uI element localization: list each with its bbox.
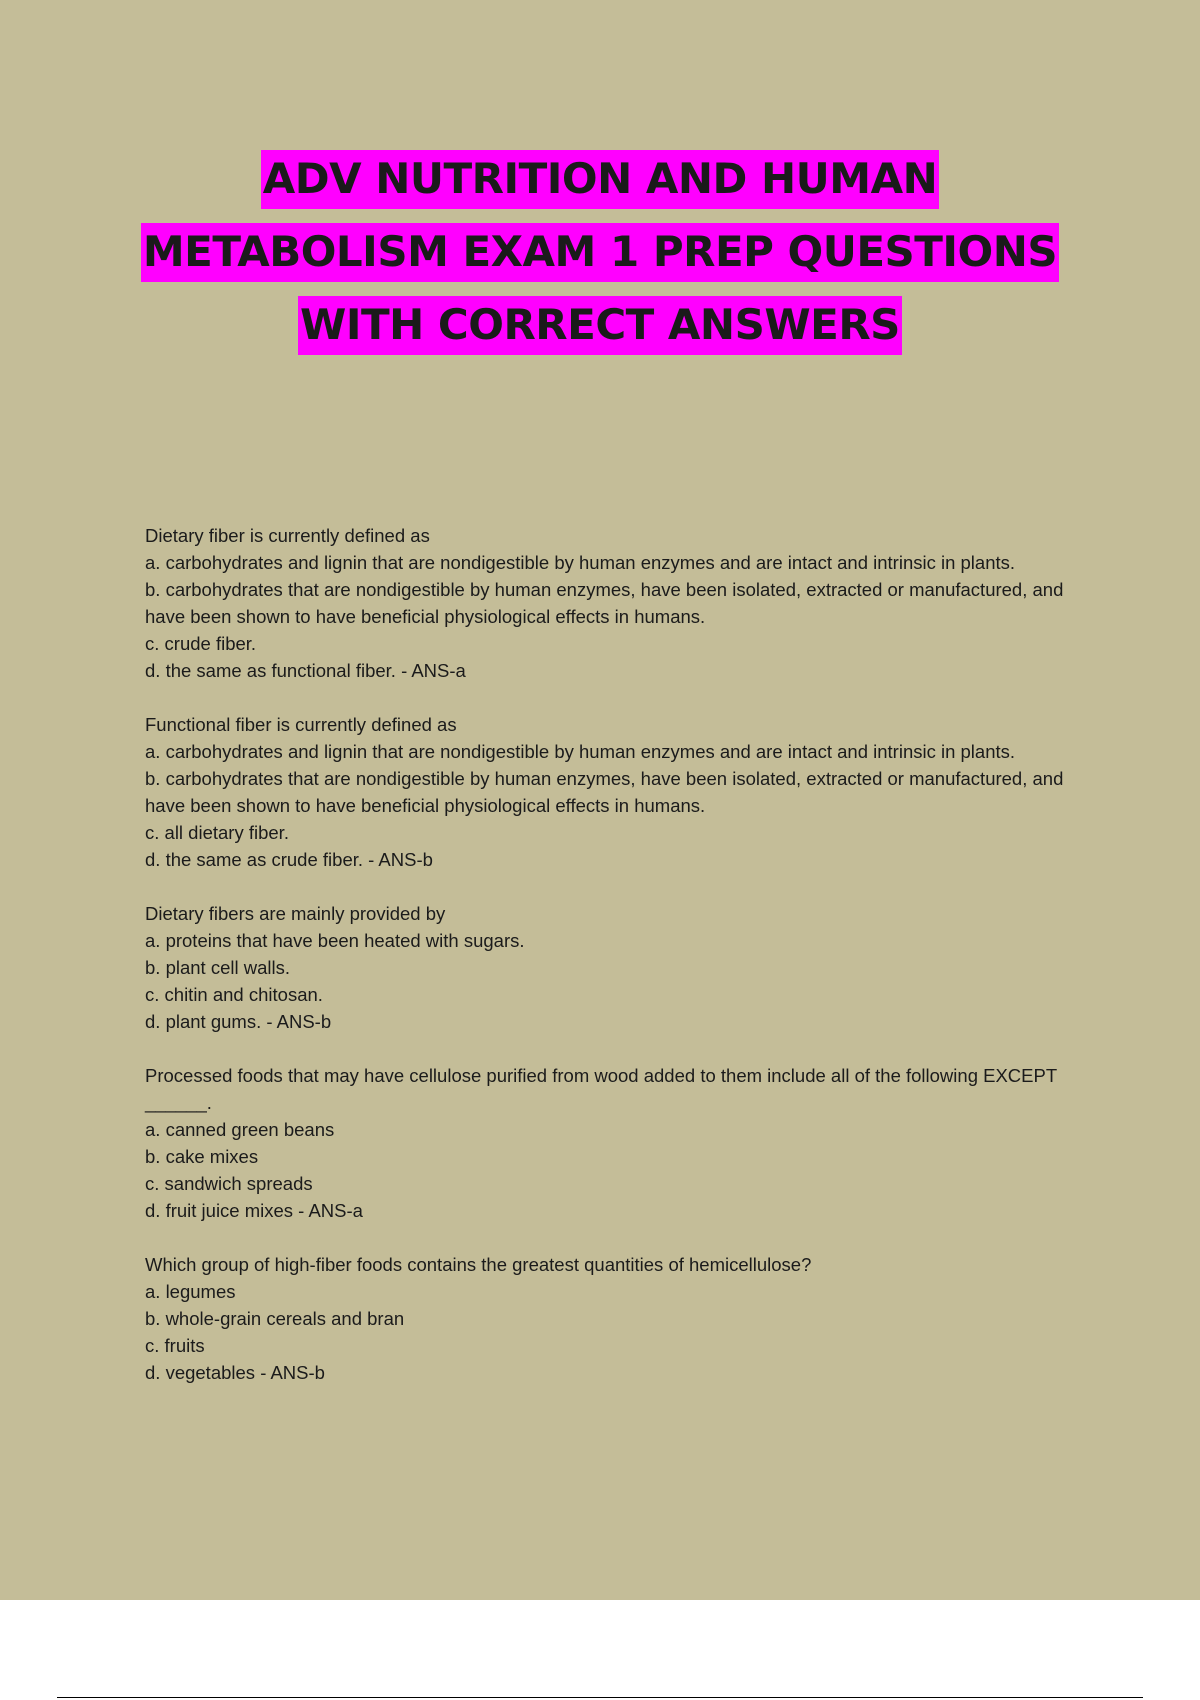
footer-rule (57, 1697, 1143, 1698)
answer-option-c: c. crude fiber. (145, 633, 257, 654)
title-line-2: METABOLISM EXAM 1 PREP QUESTIONS (0, 215, 1200, 288)
answer-option-c: c. sandwich spreads (145, 1173, 313, 1194)
answer-option-a: a. canned green beans (145, 1119, 335, 1140)
question-prompt: Dietary fiber is currently defined as (145, 525, 430, 546)
question-5 (145, 1251, 1080, 1386)
question-3 (145, 900, 1080, 1035)
question-prompt: Dietary fibers are mainly provided by (145, 903, 446, 924)
answer-option-d: d. the same as functional fiber. - ANS-a (145, 660, 466, 681)
answer-option-b: b. whole-grain cereals and bran (145, 1308, 405, 1329)
answer-option-a: a. carbohydrates and lignin that are nondigestible by human enzymes and are intact and intrinsic in plants. (145, 552, 1016, 573)
answer-option-b: b. carbohydrates that are nondigestible by human enzymes, have been isolated, extracted or manufactured, and have been shown to have beneficial physiological effects in humans. (145, 768, 1064, 816)
answer-option-d: d. the same as crude fiber. - ANS-b (145, 849, 433, 870)
question-prompt: Functional fiber is currently defined as (145, 714, 457, 735)
title-line-3: WITH CORRECT ANSWERS (0, 288, 1200, 361)
question-1 (145, 522, 1080, 684)
answer-option-d: d. fruit juice mixes - ANS-a (145, 1200, 363, 1221)
answer-option-b: b. carbohydrates that are nondigestible by human enzymes, have been isolated, extracted or manufactured, and have been shown to have beneficial physiological effects in humans. (145, 579, 1064, 627)
answer-option-c: c. all dietary fiber. (145, 822, 289, 843)
answer-option-a: a. legumes (145, 1281, 236, 1302)
answer-option-a: a. proteins that have been heated with sugars. (145, 930, 525, 951)
answer-option-b: b. cake mixes (145, 1146, 259, 1167)
question-list (145, 522, 1080, 1413)
question-prompt: Processed foods that may have cellulose purified from wood added to them include all of the following EXCEPT ______. (145, 1065, 1057, 1113)
answer-option-d: d. plant gums. - ANS-b (145, 1011, 332, 1032)
answer-option-d: d. vegetables - ANS-b (145, 1362, 325, 1383)
title-line-1: ADV NUTRITION AND HUMAN (0, 142, 1200, 215)
question-prompt: Which group of high-fiber foods contains the greatest quantities of hemicellulose? (145, 1254, 812, 1275)
answer-option-b: b. plant cell walls. (145, 957, 290, 978)
answer-option-c: c. fruits (145, 1335, 205, 1356)
document-title (0, 142, 1200, 361)
question-2 (145, 711, 1080, 873)
answer-option-c: c. chitin and chitosan. (145, 984, 323, 1005)
question-4 (145, 1062, 1080, 1224)
answer-option-a: a. carbohydrates and lignin that are nondigestible by human enzymes and are intact and intrinsic in plants. (145, 741, 1016, 762)
